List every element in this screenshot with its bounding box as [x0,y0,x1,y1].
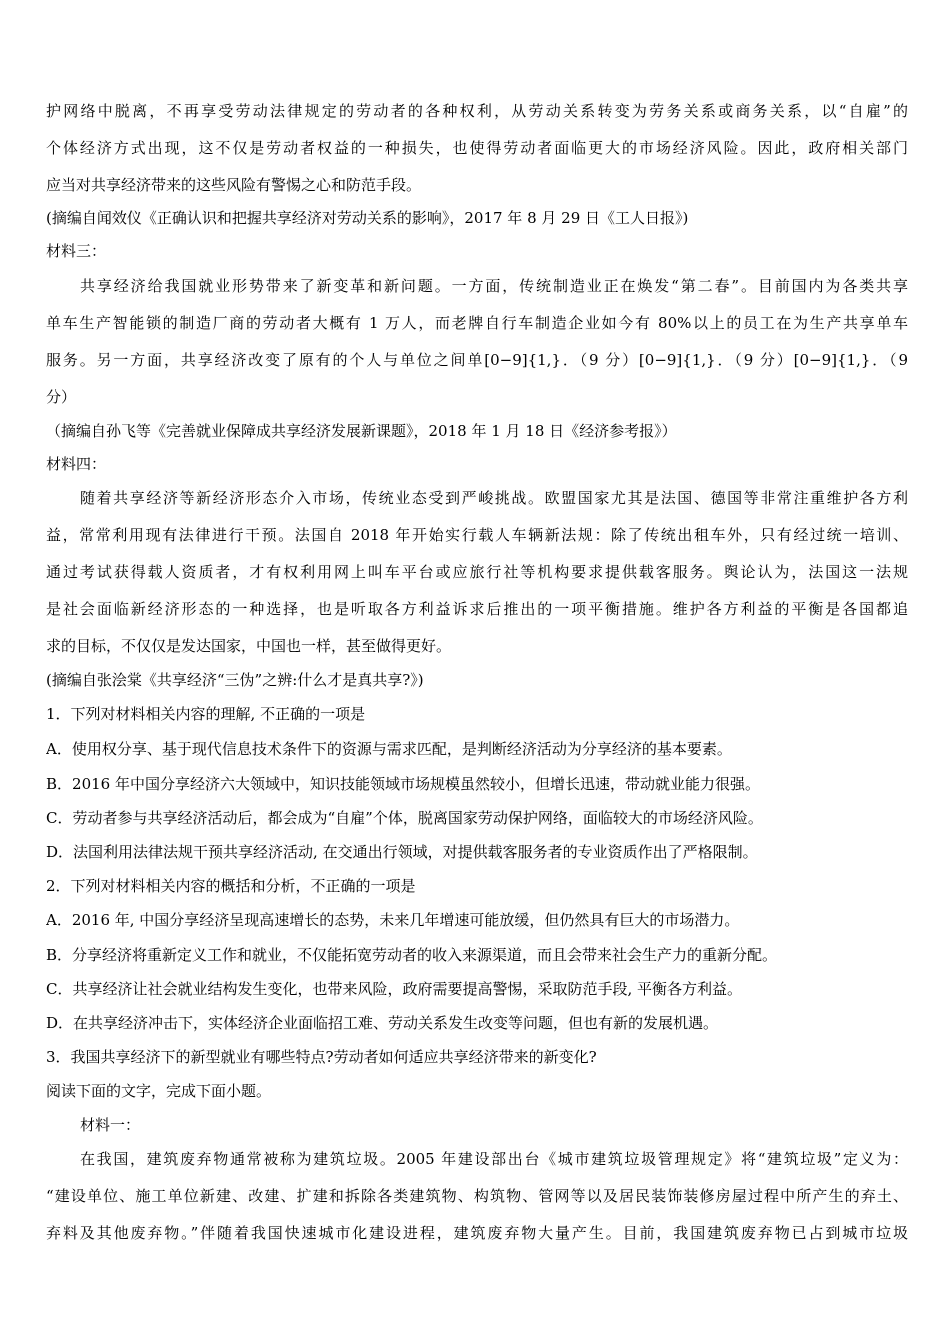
text-line: 是社会面临新经济形态的一种选择，也是听取各方利益诉求后推出的一项平衡措施。维护各方利益的平衡是各国都追 [46,600,908,618]
q1-option-a: A．使用权分享、基于现代信息技术条件下的资源与需求匹配，是判断经济活动为分享经济的基本要素。 [46,740,732,758]
text-line: 随着共享经济等新经济形态介入市场，传统业态受到严峻挑战。欧盟国家尤其是法国、德国等非常注重维护各方利 [80,489,908,507]
text-line: 通过考试获得载人资质者，才有权利用网上叫车平台或应旅行社等机构要求提供载客服务。舆论认为，法国这一法规 [46,563,908,581]
question-3: 3．我国共享经济下的新型就业有哪些特点?劳动者如何适应共享经济带来的新变化? [46,1048,597,1066]
q1-option-d: D．法国利用法律法规干预共享经济活动, 在交通出行领域，对提供载客服务者的专业资质作出了严格限制。 [46,843,758,861]
text-line: 求的目标，不仅仅是发达国家，中国也一样，甚至做得更好。 [46,637,452,655]
text-line: 共享经济给我国就业形势带来了新变革和新问题。一方面，传统制造业正在焕发“第二春”。目前国内为各类共享 [80,277,908,295]
text-line: “建设单位、施工单位新建、改建、扩建和拆除各类建筑物、构筑物、管网等以及居民装饰装修房屋过程中所产生的弃土、 [46,1187,908,1205]
q1-option-b: B．2016 年中国分享经济六大领域中，知识技能领域市场规模虽然较小，但增长迅速，带动就业能力很强。 [46,775,760,793]
text-line: 服务。另一方面，共享经济改变了原有的个人与单位之间单[0−9]{1,}．（9 分）[0−9]{1,}．（9 分）[0−9]{1,}．（9 [46,351,908,369]
text-line: 护网络中脱离，不再享受劳动法律规定的劳动者的各种权利，从劳动关系转变为劳务关系或商务关系，以“自雇”的 [46,102,908,120]
material-heading: 材料三： [46,242,107,260]
question-1: 1．下列对材料相关内容的理解, 不正确的一项是 [46,705,366,723]
text-line: 单车生产智能锁的制造厂商的劳动者大概有 1 万人，而老牌自行车制造企业如今有 80%以上的员工在为生产共享单车 [46,314,908,332]
text-line: 在我国，建筑废弃物通常被称为建筑垃圾。2005 年建设部出台《城市建筑垃圾管理规定》将“建筑垃圾”定义为： [80,1150,908,1168]
q2-option-a: A．2016 年, 中国分享经济呈现高速增长的态势，未来几年增速可能放缓，但仍然具有巨大的市场潜力。 [46,911,740,929]
text-line: 应当对共享经济带来的这些风险有警惕之心和防范手段。 [46,176,422,194]
material-heading: 材料一： [80,1116,141,1134]
material-heading: 材料四： [46,455,107,473]
text-line: 弃料及其他废弃物。”伴随着我国快速城市化建设进程，建筑废弃物大量产生。目前，我国建筑废弃物已占到城市垃圾 [46,1224,908,1242]
question-2: 2．下列对材料相关内容的概括和分析，不正确的一项是 [46,877,416,895]
citation: (摘编自闻效仪《正确认识和把握共享经济对劳动关系的影响》，2017 年 8 月 29 日《工人日报》) [46,209,689,227]
q2-option-c: C．共享经济让社会就业结构发生变化，也带来风险，政府需要提高警惕，采取防范手段, 平衡各方利益。 [46,980,743,998]
citation: (摘编自张浍棠《共享经济“三伪”之辨:什么才是真共享?》) [46,671,424,689]
text-line: 分） [46,388,77,406]
q2-option-b: B．分享经济将重新定义工作和就业，不仅能拓宽劳动者的收入来源渠道，而且会带来社会生产力的重新分配。 [46,946,778,964]
citation: （摘编自孙飞等《完善就业保障成共享经济发展新课题》，2018 年 1 月 18 日《经济参考报》） [46,422,677,440]
q1-option-c: C．劳动者参与共享经济活动后，都会成为“自雇”个体，脱离国家劳动保护网络，面临较大的市场经济风险。 [46,809,763,827]
reading-instruction: 阅读下面的文字，完成下面小题。 [46,1082,272,1100]
q2-option-d: D．在共享经济冲击下，实体经济企业面临招工难、劳动关系发生改变等问题，但也有新的发展机遇。 [46,1014,719,1032]
text-line: 个体经济方式出现，这不仅是劳动者权益的一种损失，也使得劳动者面临更大的市场经济风险。因此，政府相关部门 [46,139,908,157]
text-line: 益，常常利用现有法律进行干预。法国自 2018 年开始实行载人车辆新法规：除了传统出租车外，只有经过统一培训、 [46,526,908,544]
